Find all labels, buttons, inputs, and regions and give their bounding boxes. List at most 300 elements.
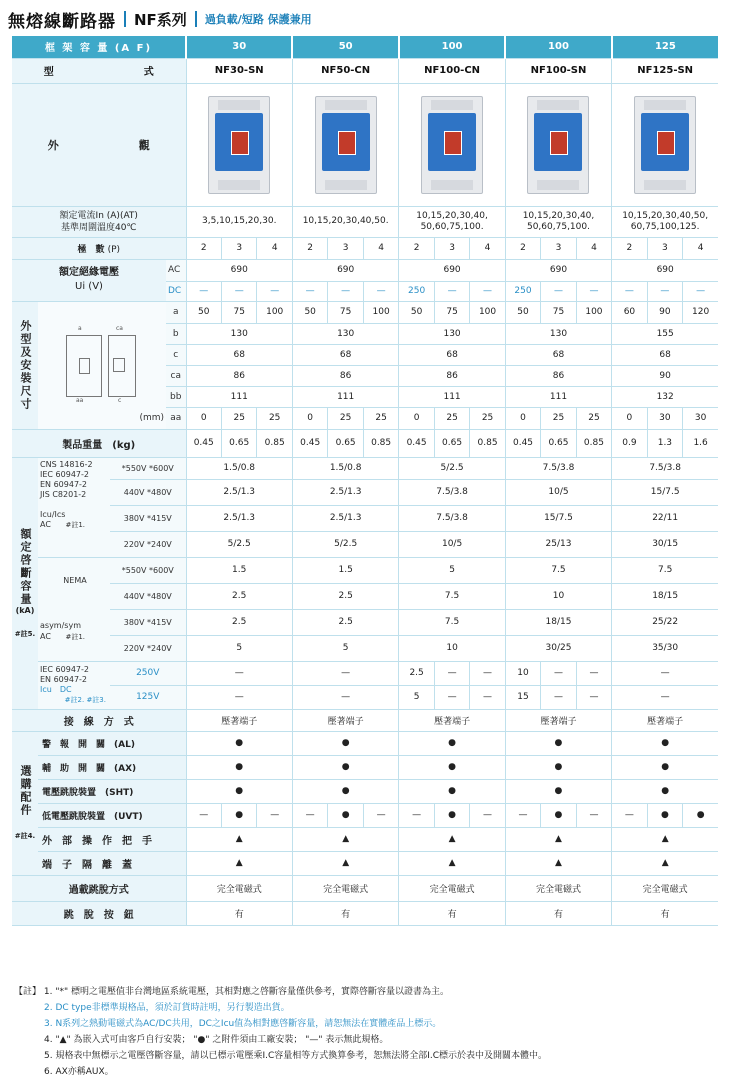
cns-220-cell: 5/2.5 <box>292 531 398 557</box>
note-6: 6. AX亦稱AUX。 <box>44 1067 114 1077</box>
weight-label: 製品重量 (kg) <box>12 429 186 457</box>
uvt-row <box>12 803 718 827</box>
dc-250-cell: — <box>576 661 611 685</box>
sht-cell: ● <box>505 779 611 803</box>
poles-label <box>12 237 186 259</box>
page-subtitle: 過負載/短路 保護兼用 <box>204 13 312 26</box>
trip-row <box>12 875 718 901</box>
weight-cell: 0.45 <box>399 429 434 457</box>
handle-cell: ▲ <box>399 827 505 851</box>
voltage-label: 250V <box>110 661 186 685</box>
dim-ca-cell: 86 <box>505 365 611 386</box>
sht-cell: ● <box>292 779 398 803</box>
cns-440-cell: 10/5 <box>505 479 611 505</box>
nema-220-cell: 35/30 <box>612 635 718 661</box>
dim-key: bb <box>166 386 186 407</box>
cns-220-cell: 25/13 <box>505 531 611 557</box>
dim-bb-cell: 111 <box>399 386 505 407</box>
ui-dc-cell: — <box>363 281 399 301</box>
ax-cell: ● <box>399 755 505 779</box>
ui-dc-cell: 250 <box>505 281 540 301</box>
al-label: 警 報 開 關 (AL) <box>38 731 186 755</box>
dim-key: c <box>166 344 186 365</box>
rated-current-cell: 10,15,20,30,40,50, 60,75,100,125. <box>612 206 718 237</box>
note-3: 3. N系列之熱動電磁式為AC/DC共用，DC之Icu值為相對應啓斷容量，請恕無法在實體產品上標示。 <box>44 1019 442 1029</box>
cap-cell: 30 <box>186 36 292 58</box>
poles-cell: 3 <box>647 237 682 259</box>
dim-bb-cell: 132 <box>612 386 718 407</box>
dim-aa-cell: 0 <box>186 407 221 429</box>
dim-a-cell: 50 <box>399 301 434 323</box>
weight-cell: 0.65 <box>221 429 256 457</box>
dc-125-row <box>12 685 718 709</box>
cover-cell: ▲ <box>292 851 398 875</box>
voltage-label: 380V *415V <box>110 609 186 635</box>
ui-dc-cell: — <box>257 281 293 301</box>
voltage-label: 220V *240V <box>110 531 186 557</box>
fig-c: c <box>118 397 122 404</box>
nema-220-cell: 5 <box>186 635 292 661</box>
dc-250-cell: 10 <box>505 661 540 685</box>
cns-550-cell: 7.5/3.8 <box>505 457 611 479</box>
model-cell: NF125-SN <box>612 58 718 83</box>
dim-c-cell: 68 <box>186 344 292 365</box>
dim-key: ca <box>166 365 186 386</box>
breaker-image <box>315 96 377 194</box>
icu-ics-label: Icu/Ics <box>40 509 66 519</box>
weight-cell: 0.45 <box>505 429 540 457</box>
notes-prefix: 【註】 <box>14 987 42 997</box>
dc-125-cell: — <box>470 685 505 709</box>
cns-380-cell: 7.5/3.8 <box>399 505 505 531</box>
rated-current-cell: 10,15,20,30,40, 50,60,75,100. <box>399 206 505 237</box>
weight-cell: 0.9 <box>612 429 647 457</box>
uvt-cell: — <box>186 803 221 827</box>
handle-cell: ▲ <box>505 827 611 851</box>
note5-mark: #註5. <box>14 629 36 638</box>
cap-cell: 50 <box>292 36 398 58</box>
uvt-label: 低電壓跳脫裝置 (UVT) <box>38 803 186 827</box>
voltage-label: *550V *600V <box>110 457 186 479</box>
ax-cell: ● <box>505 755 611 779</box>
dim-ca-cell: 86 <box>292 365 398 386</box>
dim-a-cell: 75 <box>221 301 256 323</box>
nema-440-cell: 7.5 <box>399 583 505 609</box>
button-label: 跳 脫 按 鈕 <box>12 901 186 925</box>
ac-label: AC <box>40 632 51 641</box>
rated-current-cell: 3,5,10,15,20,30. <box>186 206 292 237</box>
dc-125-cell: — <box>434 685 469 709</box>
dc-125-cell: — <box>541 685 576 709</box>
weight-cell: 0.85 <box>257 429 293 457</box>
button-row <box>12 901 718 925</box>
ui-label-1: 額定絕緣電壓 <box>59 267 119 278</box>
trip-cell: 完全電磁式 <box>292 875 398 901</box>
nema-550-cell: 5 <box>399 557 505 583</box>
nema-550-row <box>12 557 718 583</box>
sht-cell: ● <box>612 779 718 803</box>
button-cell: 有 <box>186 901 292 925</box>
appearance-label-2: 觀 <box>138 138 150 152</box>
ax-cell: ● <box>292 755 398 779</box>
voltage-label: *550V *600V <box>110 557 186 583</box>
cns-440-cell: 7.5/3.8 <box>399 479 505 505</box>
breaking-label: 額定啓斷容量 <box>19 527 32 606</box>
ui-dc-cell: — <box>647 281 682 301</box>
al-row <box>12 731 718 755</box>
fig-a: a <box>78 325 82 332</box>
connection-cell: 壓著端子 <box>612 709 718 731</box>
dc-125-cell: 5 <box>399 685 434 709</box>
dim-bb-cell: 111 <box>292 386 398 407</box>
cns-550-row <box>12 457 718 479</box>
nema-220-cell: 10 <box>399 635 505 661</box>
ui-label <box>12 259 166 301</box>
trip-cell: 完全電磁式 <box>612 875 718 901</box>
handle-cell: ▲ <box>612 827 718 851</box>
dc-125-cell: 15 <box>505 685 540 709</box>
poles-cell: 2 <box>292 237 327 259</box>
cns-550-cell: 1.5/0.8 <box>292 457 398 479</box>
ui-ac-cell: 690 <box>505 259 611 281</box>
breaker-image <box>421 96 483 194</box>
nema-440-cell: 2.5 <box>186 583 292 609</box>
connection-label: 接 線 方 式 <box>12 709 186 731</box>
uvt-cell: ● <box>328 803 363 827</box>
handle-row <box>12 827 718 851</box>
cns-standards <box>38 457 110 557</box>
dim-aa-cell: 0 <box>292 407 327 429</box>
weight-cell: 0.85 <box>576 429 611 457</box>
cns-220-cell: 30/15 <box>612 531 718 557</box>
connection-cell: 壓著端子 <box>292 709 398 731</box>
dc-250-row <box>12 661 718 685</box>
ui-dc-cell: — <box>612 281 647 301</box>
cns-550-cell: 7.5/3.8 <box>612 457 718 479</box>
dim-aa-cell: 25 <box>257 407 293 429</box>
dim-a-cell: 120 <box>683 301 719 323</box>
std-iec: IEC 60947-2 <box>40 469 89 479</box>
spec-table <box>12 36 718 926</box>
breaker-image <box>634 96 696 194</box>
dim-a-cell: 60 <box>612 301 647 323</box>
dim-b-cell: 155 <box>612 323 718 344</box>
dim-aa-cell: 25 <box>363 407 399 429</box>
voltage-label: 440V *480V <box>110 479 186 505</box>
dim-a-cell: 50 <box>292 301 327 323</box>
nema-380-cell: 18/15 <box>505 609 611 635</box>
note-5: 5. 規格表中無標示之電壓啓斷容量，請以已標示電壓乘I.C容量相等方式換算參考，恕無法將全部I.C標示於表中及開關本體中。 <box>44 1051 548 1061</box>
nema-380-cell: 7.5 <box>399 609 505 635</box>
sht-row <box>12 779 718 803</box>
poles-cell: 4 <box>363 237 399 259</box>
poles-cell: 2 <box>186 237 221 259</box>
button-cell: 有 <box>399 901 505 925</box>
std-en: EN 60947-2 <box>40 479 88 489</box>
dim-aa-cell: 25 <box>541 407 576 429</box>
poles-cell: 2 <box>505 237 540 259</box>
voltage-label: 125V <box>110 685 186 709</box>
fig-ca: ca <box>116 325 123 332</box>
nema-380-cell: 25/22 <box>612 609 718 635</box>
dim-bb-cell: 111 <box>505 386 611 407</box>
cns-380-cell: 2.5/1.3 <box>186 505 292 531</box>
weight-cell: 0.85 <box>363 429 399 457</box>
note-1 <box>14 984 734 1000</box>
ui-dc-cell: — <box>292 281 327 301</box>
cns-220-cell: 10/5 <box>399 531 505 557</box>
dim-aa-cell: 25 <box>470 407 505 429</box>
nema-440-cell: 2.5 <box>292 583 398 609</box>
dimension-figure <box>38 301 166 429</box>
cns-380-row <box>12 505 718 531</box>
footnotes <box>14 984 734 1080</box>
trip-cell: 完全電磁式 <box>505 875 611 901</box>
sht-cell: ● <box>186 779 292 803</box>
title-divider <box>124 11 126 27</box>
model-cell: NF100-SN <box>505 58 611 83</box>
breaker-image <box>208 96 270 194</box>
cap-cell: 125 <box>612 36 718 58</box>
dc-250-cell: — <box>292 661 398 685</box>
model-cell: NF100-CN <box>399 58 505 83</box>
dc-250-cell: — <box>434 661 469 685</box>
cover-cell: ▲ <box>505 851 611 875</box>
handle-label: 外 部 操 作 把 手 <box>38 827 186 851</box>
breaker-photo <box>399 83 505 206</box>
dim-a-cell: 50 <box>505 301 540 323</box>
appearance-label-1: 外 <box>47 138 59 152</box>
nema-220-cell: 30/25 <box>505 635 611 661</box>
ui-dc-cell: — <box>434 281 469 301</box>
trip-cell: 完全電磁式 <box>186 875 292 901</box>
ax-cell: ● <box>612 755 718 779</box>
dc-125-cell: — <box>186 685 292 709</box>
dim-aa-cell: 25 <box>434 407 469 429</box>
uvt-cell: ● <box>647 803 682 827</box>
dc-125-cell: — <box>576 685 611 709</box>
dim-b-cell: 130 <box>399 323 505 344</box>
uvt-cell: — <box>257 803 293 827</box>
nema-380-cell: 2.5 <box>292 609 398 635</box>
dim-ca-cell: 86 <box>186 365 292 386</box>
dimension-drawing <box>64 325 140 405</box>
rated-current-label-2: 基準周圍溫度40℃ <box>60 222 137 233</box>
ui-dc-cell: — <box>221 281 256 301</box>
breaking-label-cell <box>12 457 38 709</box>
uvt-cell: — <box>612 803 647 827</box>
button-cell: 有 <box>292 901 398 925</box>
cns-550-cell: 5/2.5 <box>399 457 505 479</box>
dc-250-cell: — <box>470 661 505 685</box>
nema-550-cell: 1.5 <box>292 557 398 583</box>
cns-550-cell: 1.5/0.8 <box>186 457 292 479</box>
ax-row <box>12 755 718 779</box>
al-cell: ● <box>186 731 292 755</box>
ui-dc-label: DC <box>166 281 186 301</box>
ac-label: AC <box>40 519 51 529</box>
dim-key: b <box>166 323 186 344</box>
cover-cell: ▲ <box>612 851 718 875</box>
connection-cell: 壓著端子 <box>399 709 505 731</box>
appearance-label <box>12 83 186 206</box>
dim-a-cell: 90 <box>647 301 682 323</box>
dimension-unit: (mm) <box>139 412 164 423</box>
dc-250-cell: — <box>612 661 718 685</box>
nema-label: NEMA <box>63 576 87 585</box>
dim-a-cell: 50 <box>186 301 221 323</box>
poles-cell: 3 <box>221 237 256 259</box>
dim-b-cell: 130 <box>505 323 611 344</box>
dim-key: a <box>166 301 186 323</box>
title-divider <box>195 11 197 27</box>
poles-cell: 4 <box>257 237 293 259</box>
poles-cell: 4 <box>576 237 611 259</box>
dim-a-cell: 75 <box>434 301 469 323</box>
cover-label: 端 子 隔 離 蓋 <box>38 851 186 875</box>
nema-550-cell: 7.5 <box>612 557 718 583</box>
note1-mark: #註1. <box>65 633 86 641</box>
dimension-label: 外型及安裝尺寸 <box>12 301 38 429</box>
voltage-label: 380V *415V <box>110 505 186 531</box>
poles-cell: 3 <box>434 237 469 259</box>
dim-a-cell: 100 <box>470 301 505 323</box>
breaker-photo <box>186 83 292 206</box>
uvt-cell: — <box>399 803 434 827</box>
dim-a-row <box>12 301 718 323</box>
weight-cell: 0.45 <box>186 429 221 457</box>
weight-cell: 0.85 <box>470 429 505 457</box>
poles-label-text: 極 數 <box>77 244 105 255</box>
ax-cell: ● <box>186 755 292 779</box>
uvt-cell: ● <box>683 803 719 827</box>
nema-380-cell: 2.5 <box>186 609 292 635</box>
uvt-cell: — <box>470 803 505 827</box>
uvt-cell: ● <box>541 803 576 827</box>
cns-440-cell: 15/7.5 <box>612 479 718 505</box>
rated-current-cell: 10,15,20,30,40,50. <box>292 206 398 237</box>
asym-label: asym/sym <box>40 621 81 630</box>
button-cell: 有 <box>505 901 611 925</box>
frame-capacity-row <box>12 36 718 58</box>
dc-250-cell: — <box>541 661 576 685</box>
model-cell: NF30-SN <box>186 58 292 83</box>
al-cell: ● <box>612 731 718 755</box>
nema-standards <box>38 557 110 661</box>
ui-dc-cell: 250 <box>399 281 434 301</box>
note1-mark: #註1. <box>65 520 86 529</box>
dim-ca-cell: 90 <box>612 365 718 386</box>
dim-aa-cell: 0 <box>505 407 540 429</box>
note23-mark: #註2. #註3. <box>64 696 106 704</box>
al-cell: ● <box>292 731 398 755</box>
dc-125-cell: — <box>292 685 398 709</box>
al-cell: ● <box>399 731 505 755</box>
dim-a-cell: 100 <box>363 301 399 323</box>
std-cns: CNS 14816-2 <box>40 459 93 469</box>
uvt-cell: — <box>363 803 399 827</box>
poles-row <box>12 237 718 259</box>
frame-capacity-label: 框 架 容 量 (A F) <box>12 36 186 58</box>
dim-a-cell: 75 <box>541 301 576 323</box>
breaker-image <box>527 96 589 194</box>
ui-dc-cell: — <box>576 281 611 301</box>
al-cell: ● <box>505 731 611 755</box>
dim-key: aa <box>166 407 186 429</box>
button-cell: 有 <box>612 901 718 925</box>
nema-550-cell: 1.5 <box>186 557 292 583</box>
breaker-photo <box>292 83 398 206</box>
page-header <box>8 6 312 32</box>
rated-current-cell: 10,15,20,30,40, 50,60,75,100. <box>505 206 611 237</box>
dim-c-cell: 68 <box>292 344 398 365</box>
ui-ac-cell: 690 <box>399 259 505 281</box>
dim-c-cell: 68 <box>505 344 611 365</box>
cap-cell: 100 <box>399 36 505 58</box>
uvt-cell: — <box>576 803 611 827</box>
dim-aa-cell: 30 <box>683 407 719 429</box>
options-label: 選購配件 <box>19 765 32 817</box>
connection-cell: 壓著端子 <box>186 709 292 731</box>
cns-380-cell: 15/7.5 <box>505 505 611 531</box>
connection-row <box>12 709 718 731</box>
note-2: 2. DC type非標準規格品，須於訂貨時註明，另行製造出貨。 <box>44 1003 290 1013</box>
handle-cell: ▲ <box>292 827 398 851</box>
page-title: 無熔線斷路器 <box>8 11 116 32</box>
nema-380-row <box>12 609 718 635</box>
rated-current-label <box>12 206 186 237</box>
std-iec: IEC 60947-2 <box>40 665 89 674</box>
dim-bb-cell: 111 <box>186 386 292 407</box>
ui-dc-cell: — <box>541 281 576 301</box>
ui-ac-cell: 690 <box>186 259 292 281</box>
ui-dc-cell: — <box>470 281 505 301</box>
cns-220-row <box>12 531 718 557</box>
ax-label: 輔 助 開 關 (AX) <box>38 755 186 779</box>
type-label-1: 型 <box>43 67 54 78</box>
cover-row <box>12 851 718 875</box>
cns-220-cell: 5/2.5 <box>186 531 292 557</box>
uvt-cell: — <box>505 803 540 827</box>
poles-cell: 2 <box>399 237 434 259</box>
ui-label-2: Ui (V) <box>75 281 103 292</box>
ui-ac-cell: 690 <box>292 259 398 281</box>
weight-cell: 0.65 <box>541 429 576 457</box>
model-row <box>12 58 718 83</box>
nema-440-cell: 18/15 <box>612 583 718 609</box>
poles-cell: 3 <box>328 237 363 259</box>
weight-cell: 0.65 <box>328 429 363 457</box>
nema-220-cell: 5 <box>292 635 398 661</box>
icu-dc-label: Icu DC <box>40 685 72 694</box>
ui-dc-cell: — <box>328 281 363 301</box>
uvt-cell: ● <box>434 803 469 827</box>
nema-550-cell: 7.5 <box>505 557 611 583</box>
nema-440-cell: 10 <box>505 583 611 609</box>
uvt-cell: ● <box>221 803 256 827</box>
voltage-label: 220V *240V <box>110 635 186 661</box>
note-1-text: 1. "*" 標明之電壓值非台灣地區系統電壓，其相對應之啓斷容量僅供參考，實際啓斷容量以證書為主。 <box>43 987 449 997</box>
weight-cell: 1.6 <box>683 429 719 457</box>
dim-b-cell: 130 <box>292 323 398 344</box>
note4-mark: #註4. <box>14 832 36 840</box>
cns-380-cell: 22/11 <box>612 505 718 531</box>
weight-cell: 0.65 <box>434 429 469 457</box>
dim-aa-cell: 30 <box>647 407 682 429</box>
ui-ac-cell: 690 <box>612 259 718 281</box>
dim-aa-cell: 25 <box>576 407 611 429</box>
dim-aa-cell: 0 <box>399 407 434 429</box>
